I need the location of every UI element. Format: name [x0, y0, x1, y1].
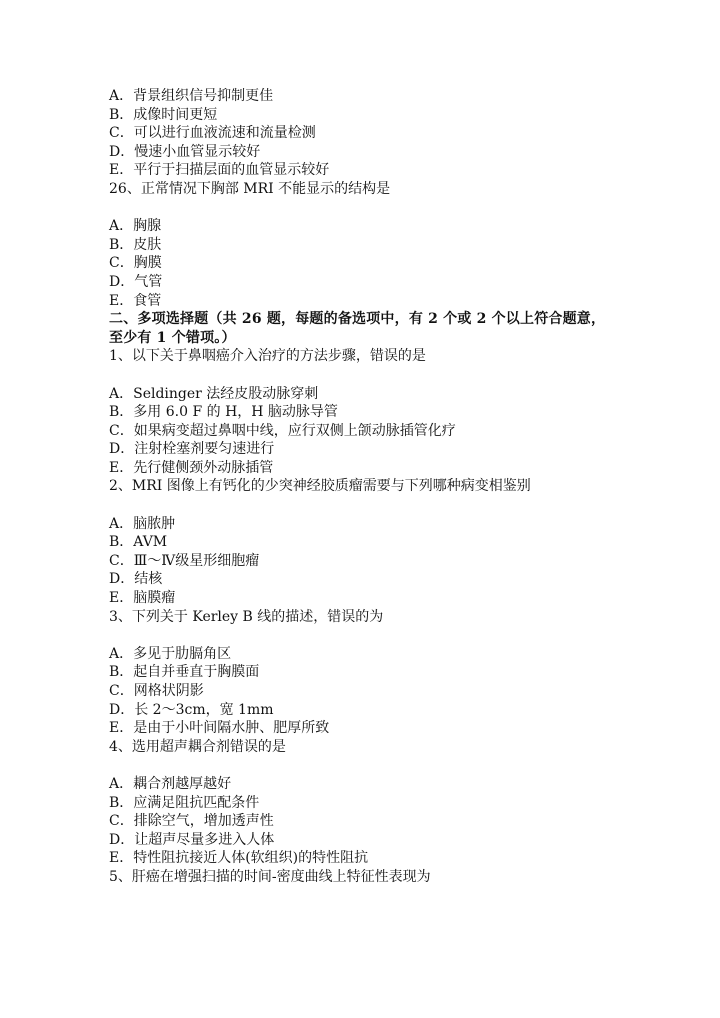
- m1-question: 1、以下关于鼻咽癌介入治疗的方法步骤，错误的是: [109, 348, 426, 365]
- q26-option-e: E．食管: [109, 292, 162, 309]
- m1-option-e: E．先行健侧颈外动脉插管: [109, 459, 274, 476]
- m5-question: 5、肝癌在增强扫描的时间-密度曲线上特征性表现为: [109, 868, 431, 885]
- m3-option-a: A．多见于肋膈角区: [109, 645, 232, 662]
- m2-question: 2、MRI 图像上有钙化的少突神经胶质瘤需要与下列哪种病变相鉴别: [109, 478, 531, 495]
- q25-option-b: B．成像时间更短: [109, 106, 218, 123]
- m2-option-b: B．AVM: [109, 534, 168, 551]
- document-body: [109, 87, 629, 887]
- q25-option-c: C．可以进行血液流速和流量检测: [109, 125, 316, 142]
- q26-option-b: B．皮肤: [109, 236, 162, 253]
- m2-option-e: E．脑膜瘤: [109, 590, 176, 607]
- spacer: [109, 756, 629, 775]
- m1-option-c: C．如果病变超过鼻咽中线，应行双侧上颌动脉插管化疗: [109, 422, 456, 439]
- q25-option-a: A．背景组织信号抑制更佳: [109, 88, 274, 104]
- m2-option-d: D．结核: [109, 571, 163, 588]
- section-heading-line1: 二、多项选择题（共 26 题，每题的备选项中，有 2 个或 2 个以上符合题意，: [109, 311, 606, 328]
- spacer: [109, 496, 629, 515]
- spacer: [109, 199, 629, 218]
- m4-option-b: B．应满足阻抗匹配条件: [109, 794, 260, 811]
- q26-question: 26、正常情况下胸部 MRI 不能显示的结构是: [109, 180, 391, 197]
- section-heading-line2: 至少有 1 个错项。）: [109, 329, 236, 346]
- spacer: [109, 626, 629, 645]
- m3-option-d: D．长 2～3cm，宽 1mm: [109, 701, 274, 718]
- q26-option-d: D．气管: [109, 273, 163, 290]
- m2-option-a: A．脑脓肿: [109, 515, 176, 532]
- m4-option-e: E．特性阻抗接近人体(软组织)的特性阻抗: [109, 850, 369, 867]
- q25-option-d: D．慢速小血管显示较好: [109, 143, 261, 160]
- q26-option-a: A．胸腺: [109, 218, 162, 235]
- m3-option-c: C．网格状阴影: [109, 683, 204, 699]
- q26-option-c: C．胸膜: [109, 255, 162, 272]
- m2-option-c: C．Ⅲ～Ⅳ级星形细胞瘤: [109, 552, 260, 569]
- m3-option-b: B．起自并垂直于胸膜面: [109, 664, 260, 681]
- q25-option-e: E．平行于扫描层面的血管显示较好: [109, 162, 330, 179]
- m1-option-a: A．Seldinger 法经皮股动脉穿刺: [109, 385, 319, 402]
- m4-option-d: D．让超声尽量多进入人体: [109, 831, 275, 848]
- m1-option-b: B．多用 6.0 F 的 H，H 脑动脉导管: [109, 404, 338, 421]
- spacer: [109, 366, 629, 385]
- m3-question: 3、下列关于 Kerley B 线的描述，错误的为: [109, 608, 384, 625]
- m3-option-e: E．是由于小叶间隔水肿、肥厚所致: [109, 720, 330, 737]
- m1-option-d: D．注射栓塞剂要匀速进行: [109, 441, 275, 458]
- m4-question: 4、选用超声耦合剂错误的是: [109, 738, 286, 755]
- m4-option-a: A．耦合剂越厚越好: [109, 775, 232, 792]
- m4-option-c: C．排除空气，增加透声性: [109, 813, 274, 830]
